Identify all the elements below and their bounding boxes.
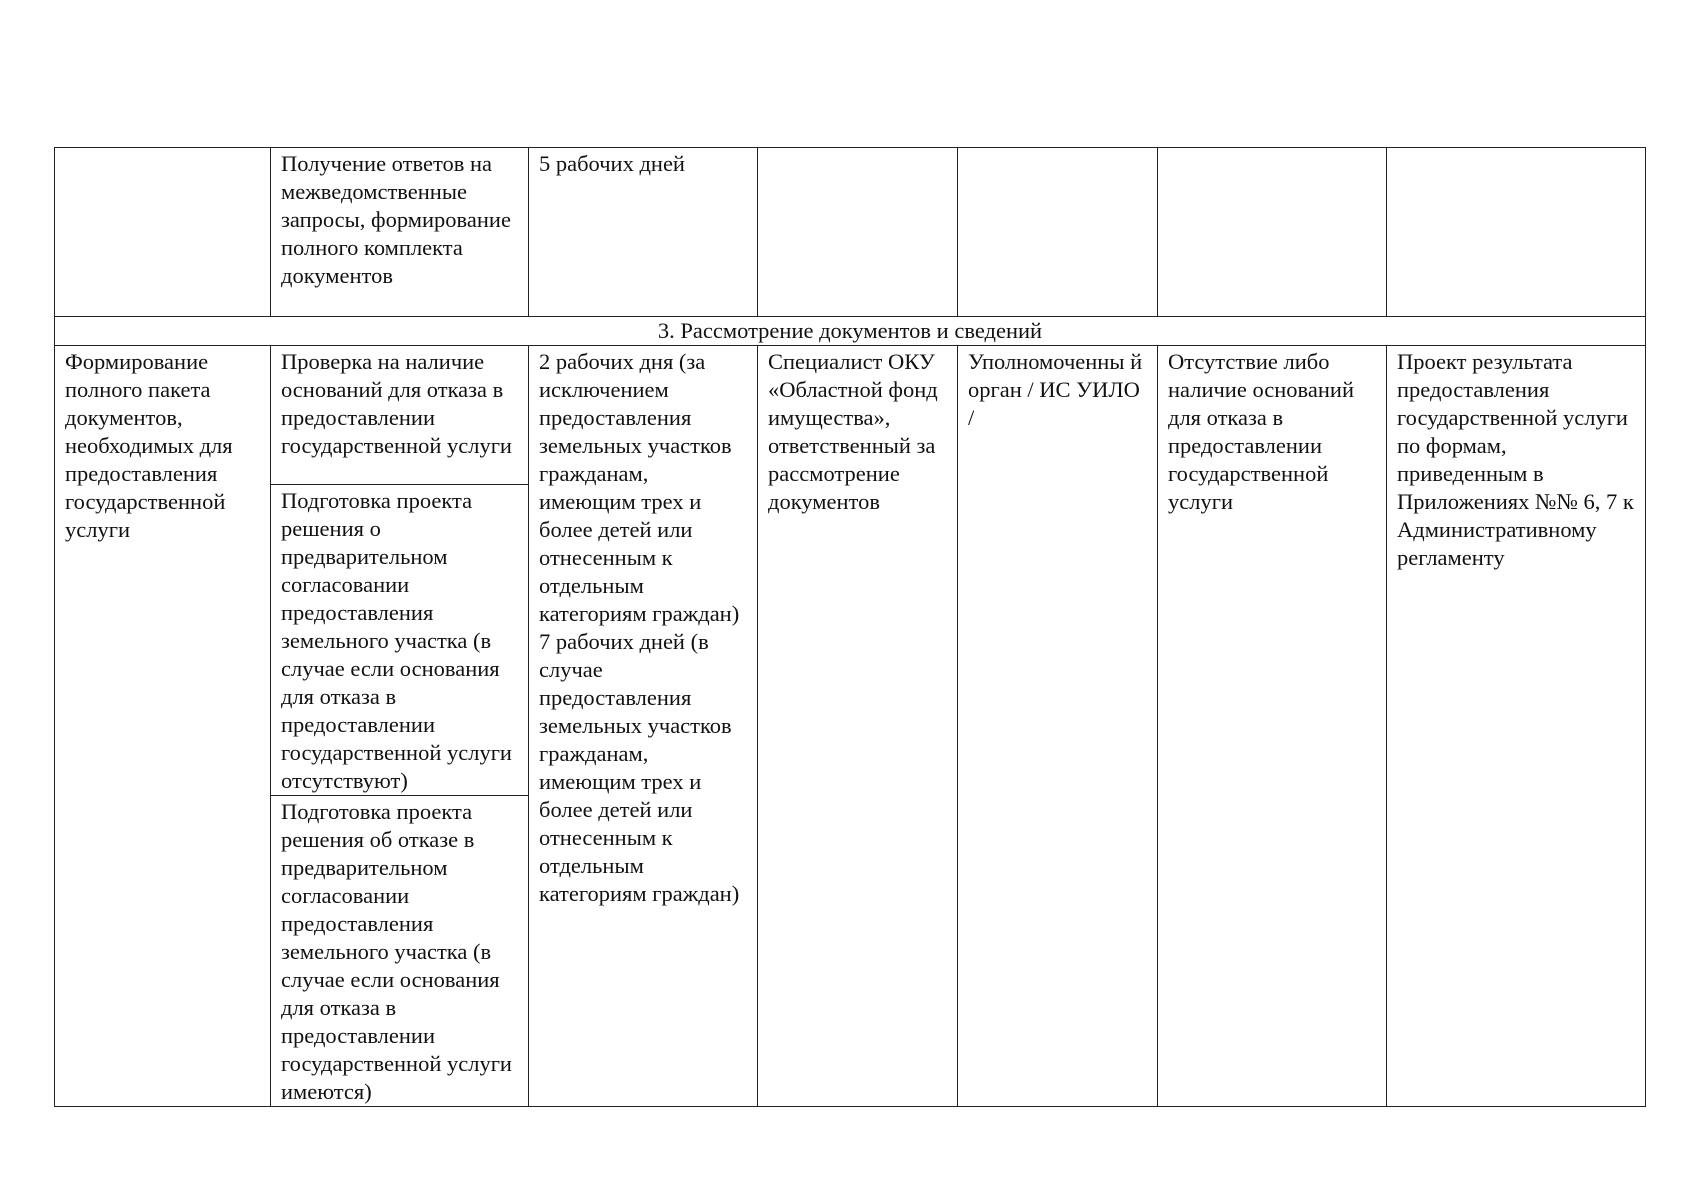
result-text: Проект результата предоставления государственной услуги по формам, приведенным в Приложениях №№ 6, 7 к Административному регламенту	[1397, 349, 1634, 570]
cell-substep-3	[271, 796, 529, 1107]
section-title: 3. Рассмотрение документов и сведений	[55, 317, 1646, 346]
cell-result-empty	[1387, 148, 1646, 317]
substep-3-text: Подготовка проекта решения об отказе в предварительном согласовании предоставления земельного участка (в случае если основания для отказа в предоставлении государственной услуги имеются)	[281, 799, 512, 1104]
cell-place	[958, 346, 1158, 1107]
procedure-table	[54, 147, 1646, 1107]
term-text: 5 рабочих дней	[539, 151, 685, 176]
term-text: 2 рабочих дня (за исключением предоставления земельных участков гражданам, имеющим трех и более детей или отнесенным к отдельным категориям граждан) 7 рабочих дней (в случае предоставления земельных участков гражданам, имеющим трех и более детей или отнесенным к отдельным категориям граждан)	[539, 349, 740, 906]
table-row-section	[55, 317, 1646, 346]
cell-place-empty	[958, 148, 1158, 317]
cell-result	[1387, 346, 1646, 1107]
cell-substep	[271, 148, 529, 317]
table-row-continuation	[55, 148, 1646, 317]
cell-substep-1	[271, 346, 529, 485]
cell-responsible	[758, 346, 958, 1107]
substep-1-text: Проверка на наличие оснований для отказа в предоставлении государственной услуги	[281, 349, 512, 458]
cell-action-empty	[55, 148, 271, 317]
cell-criteria-empty	[1158, 148, 1387, 317]
criteria-text: Отсутствие либо наличие оснований для отказа в предоставлении государственной услуги	[1168, 349, 1354, 514]
cell-action	[55, 346, 271, 1107]
cell-responsible-empty	[758, 148, 958, 317]
cell-substep-2	[271, 485, 529, 796]
cell-criteria	[1158, 346, 1387, 1107]
place-text: Уполномоченны й орган / ИС УИЛО /	[968, 349, 1143, 430]
cell-term	[529, 148, 758, 317]
substep-2-text: Подготовка проекта решения о предварительном согласовании предоставления земельного участка (в случае если основания для отказа в предоставлении государственной услуги отсутствуют)	[281, 488, 512, 793]
substep-text: Получение ответов на межведомственные запросы, формирование полного комплекта документов	[281, 151, 511, 288]
action-text: Формирование полного пакета документов, необходимых для предоставления государственной услуги	[65, 349, 233, 542]
table-row-procedure	[55, 346, 1646, 485]
responsible-text: Специалист ОКУ «Областной фонд имущества», ответственный за рассмотрение документов	[768, 349, 938, 514]
cell-term	[529, 346, 758, 1107]
